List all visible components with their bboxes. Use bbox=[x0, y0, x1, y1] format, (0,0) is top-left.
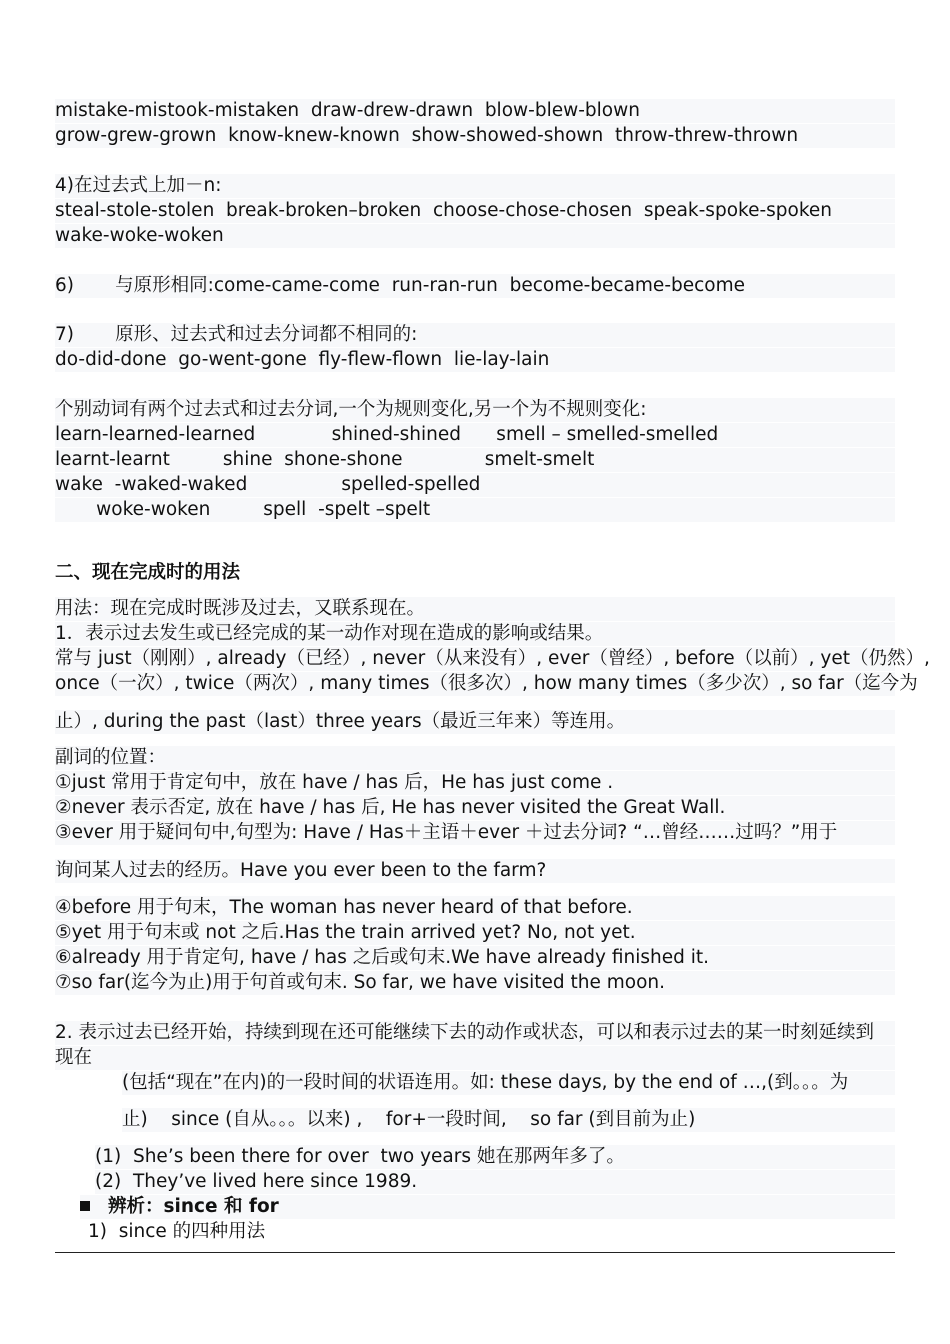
text-line: steal-stole-stolen break-broken–broken choose-chose-chosen speak-spoke-spoken bbox=[55, 199, 895, 223]
bullet-text: 辨析：since 和 for bbox=[108, 1196, 279, 1217]
text-line: 二、现在完成时的用法 bbox=[55, 562, 241, 583]
text-line: 1．表示过去发生或已经完成的某一动作对现在造成的影响或结果。 bbox=[55, 622, 895, 646]
text-line: ④before 用于句末，The woman has never heard of that before. bbox=[55, 896, 895, 920]
text-line: ⑤yet 用于句末或 not 之后.Has the train arrived yet? No, not yet. bbox=[55, 921, 895, 945]
text-line: 询问某人过去的经历。Have you ever been to the farm? bbox=[55, 859, 895, 883]
text-line: 2. 表示过去已经开始，持续到现在还可能继续下去的动作或状态，可以和表示过去的某一时刻延续到 bbox=[55, 1021, 895, 1045]
text-line: 7) 原形、过去式和过去分词都不相同的: bbox=[55, 323, 895, 347]
text-line: ⑦so far(迄今为止)用于句首或句末. So far, we have visited the moon. bbox=[55, 971, 895, 995]
page-bottom-rule bbox=[55, 1252, 895, 1253]
text-line: 止) since (自从。。。以来) , for+一段时间, so far (到目前为止) bbox=[122, 1108, 895, 1132]
text-line: 止）, during the past（last）three years（最近三年来）等连用。 bbox=[55, 710, 895, 734]
text-line: do-did-done go-went-gone fly-flew-flown lie-lay-lain bbox=[55, 348, 895, 372]
text-line: (包括“现在”在内)的一段时间的状语连用。如: these days, by the end of …,(到。。。为 bbox=[122, 1071, 895, 1095]
text-line: 现在 bbox=[55, 1046, 895, 1070]
text-line: ①just 常用于肯定句中，放在 have / has 后，He has just come . bbox=[55, 771, 895, 795]
text-line: once（一次）, twice（两次）, many times（很多次）, how many times（多少次）, so far（迄今为 bbox=[55, 673, 918, 694]
text-line: 1) since 的四种用法 bbox=[88, 1221, 266, 1242]
text-line: learn-learned-learned shined-shined smell – smelled-smelled bbox=[55, 423, 895, 447]
text-line: 用法：现在完成时既涉及过去，又联系现在。 bbox=[55, 597, 895, 621]
text-line: wake-woke-woken bbox=[55, 224, 895, 248]
text-line: (2) They’ve lived here since 1989. bbox=[95, 1170, 895, 1194]
text-line: mistake-mistook-mistaken draw-drew-drawn blow-blew-blown bbox=[55, 99, 895, 123]
text-line: 个别动词有两个过去式和过去分词,一个为规则变化,另一个为不规则变化: bbox=[55, 398, 895, 422]
text-line: 4)在过去式上加－n: bbox=[55, 174, 895, 198]
text-line: learnt-learnt shine shone-shone smelt-smelt bbox=[55, 448, 895, 472]
text-line: wake -waked-waked spelled-spelled bbox=[55, 473, 895, 497]
text-line: 常与 just（刚刚）, already（已经）, never（从来没有）, ever（曾经）, before（以前）, yet（仍然）, bbox=[55, 648, 930, 669]
square-bullet-icon bbox=[80, 1201, 90, 1211]
text-line: ③ever 用于疑问句中,句型为: Have / Has＋主语＋ever ＋过去分词? “…曾经……过吗？”用于 bbox=[55, 821, 895, 845]
text-line: woke-woken spell -spelt –spelt bbox=[55, 498, 895, 522]
text-line: ②never 表示否定, 放在 have / has 后, He has never visited the Great Wall. bbox=[55, 796, 895, 820]
text-line: grow-grew-grown know-knew-known show-showed-shown throw-threw-thrown bbox=[55, 124, 895, 148]
text-line: 副词的位置： bbox=[55, 746, 895, 770]
text-line: ⑥already 用于肯定句, have / has 之后或句末.We have already finished it. bbox=[55, 946, 895, 970]
text-line: (1) She’s been there for over two years 她在那两年多了。 bbox=[95, 1145, 895, 1169]
text-line bbox=[80, 1195, 895, 1219]
text-line: 6) 与原形相同:come-came-come run-ran-run become-became-become bbox=[55, 274, 895, 298]
